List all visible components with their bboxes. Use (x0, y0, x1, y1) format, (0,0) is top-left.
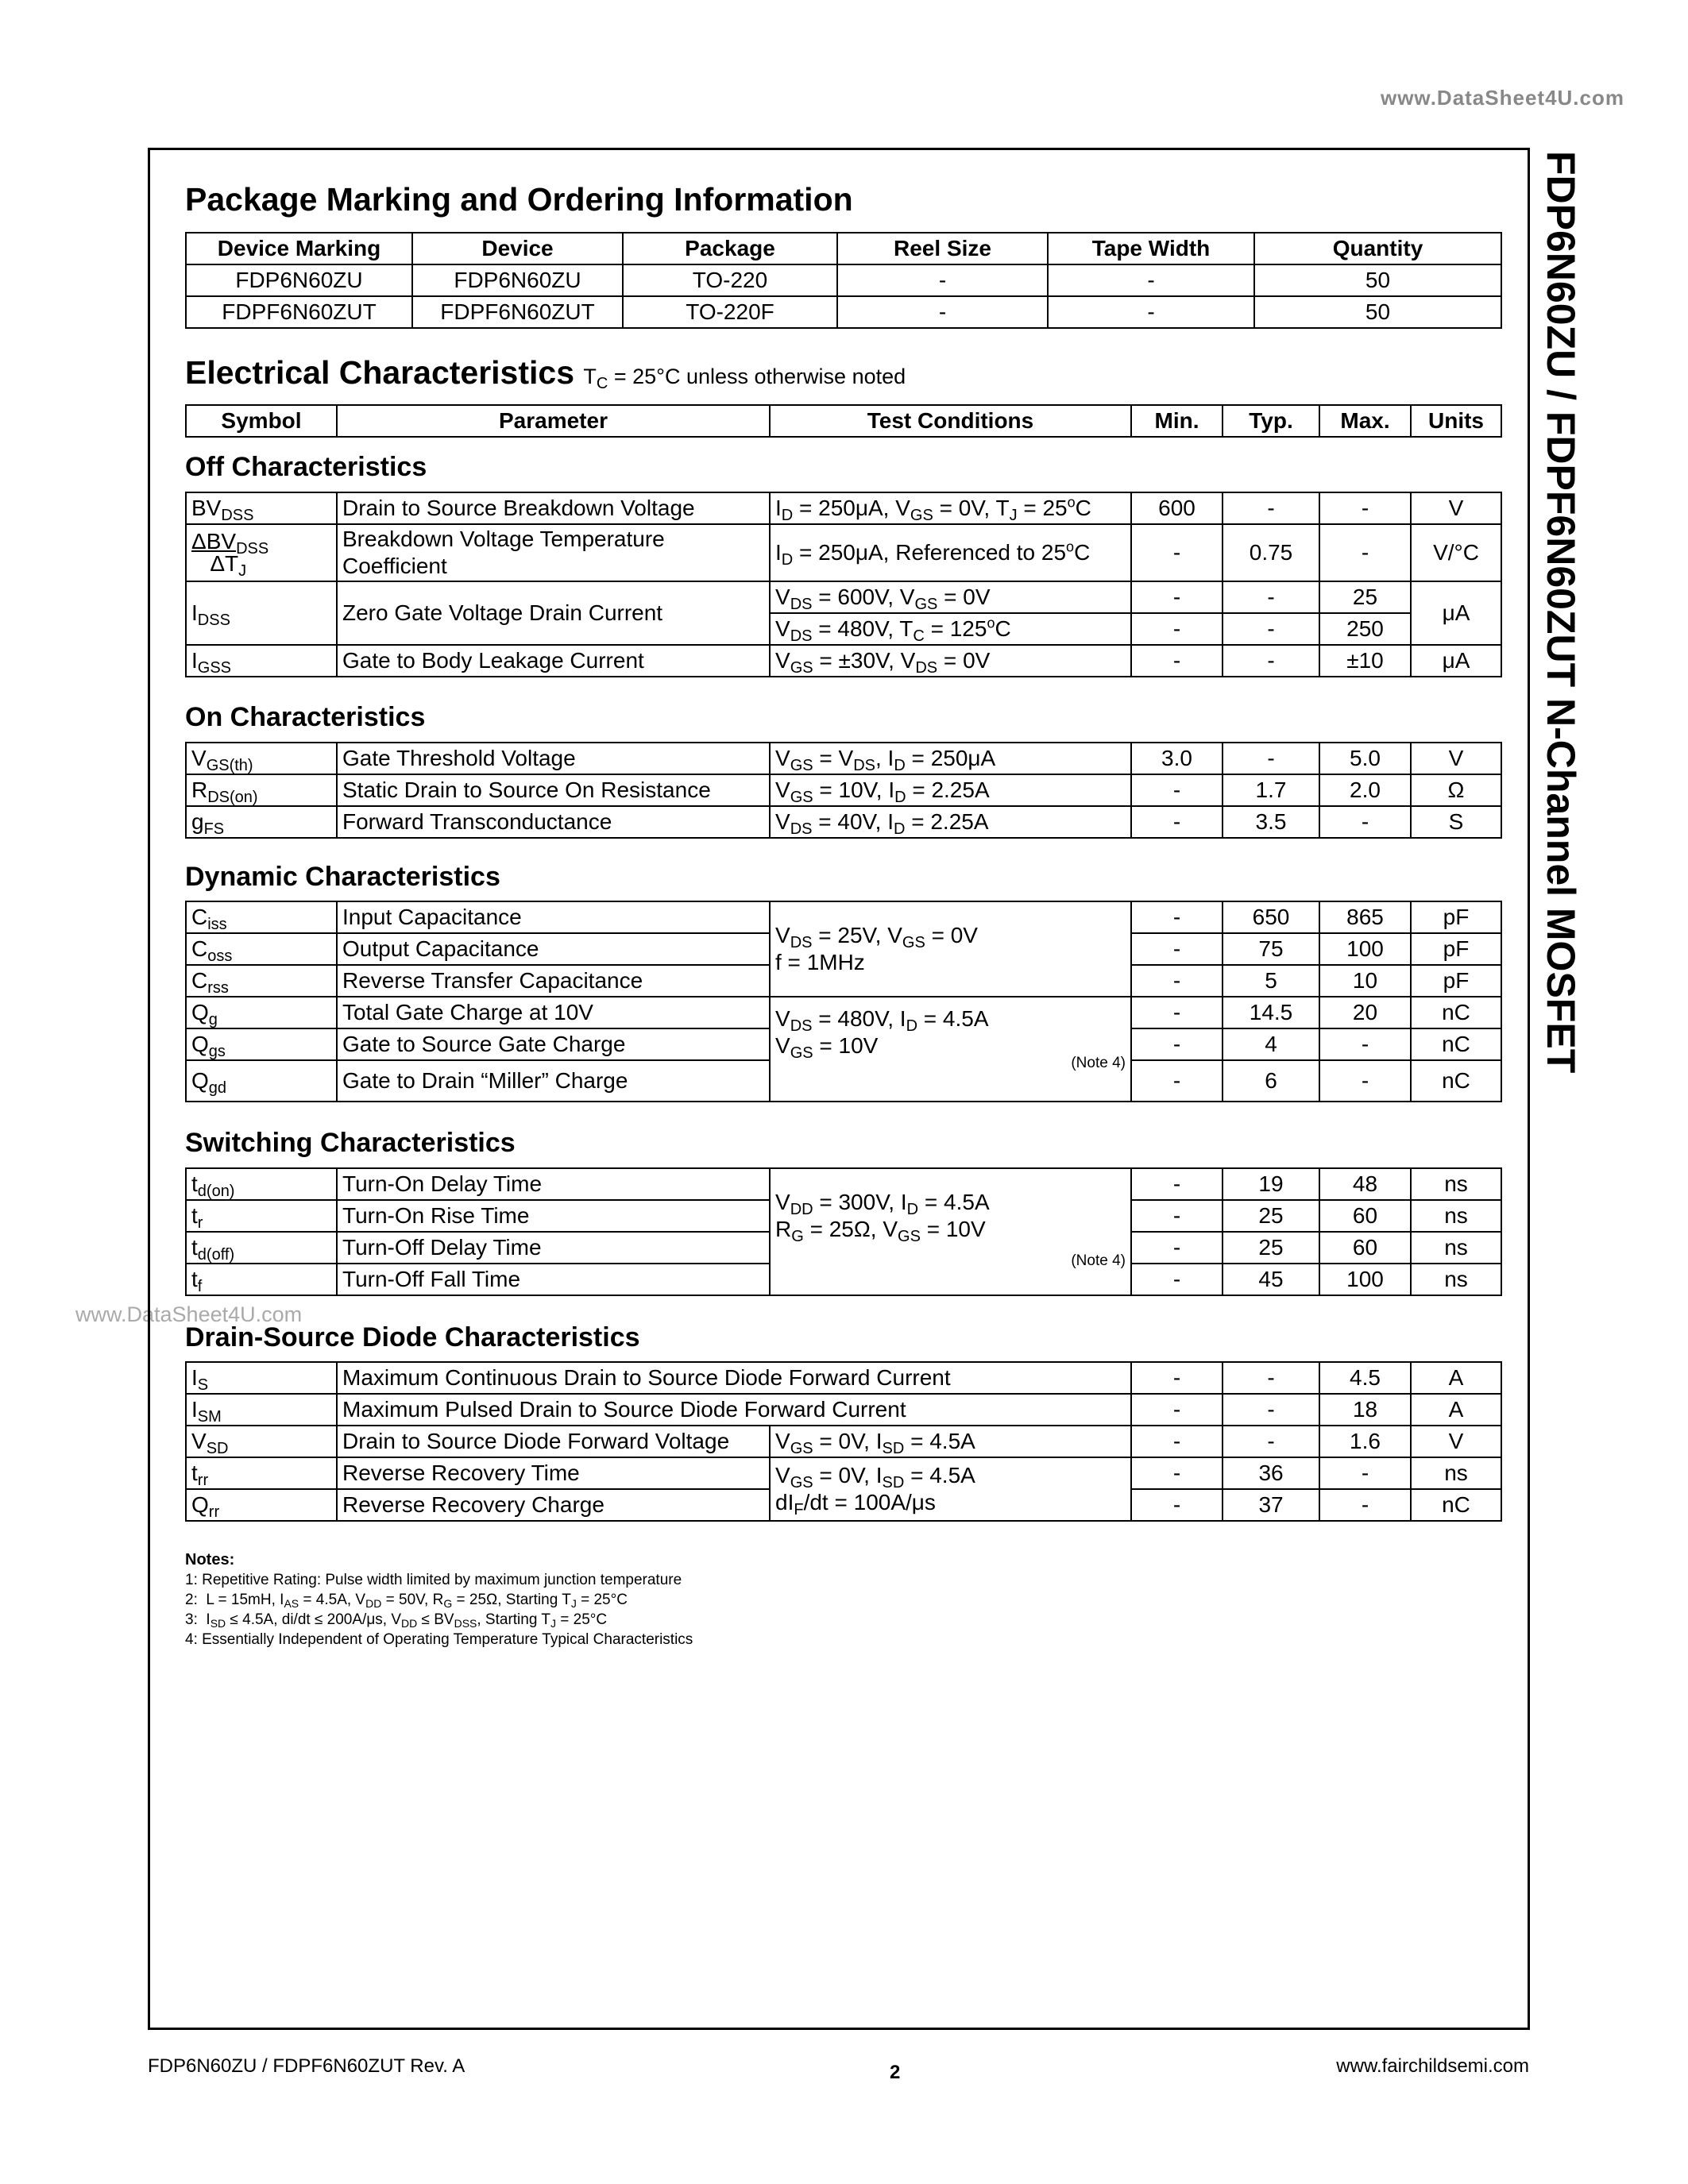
units: ns (1411, 1264, 1501, 1295)
test-condition: $V_{DS} = 25V$, $V_{GS} = 0V$ f = 1MHz (770, 901, 1131, 997)
typ: 3.5 (1223, 806, 1319, 838)
param: Forward Transconductance (337, 806, 770, 838)
electrical-header-row (186, 405, 1501, 437)
side-title (1533, 151, 1605, 1088)
param: Reverse Recovery Time (337, 1457, 770, 1489)
table-row (186, 997, 1501, 1028)
param: Drain to Source Breakdown Voltage (337, 492, 770, 524)
param: Input Capacitance (337, 901, 770, 933)
units: pF (1411, 965, 1501, 997)
note-4: 4: Essentially Independent of Operating Temperature Typical Characteristics (185, 1631, 693, 1648)
note-2: 2: L = 15mH, $I_{AS} = 4.5A$, $V_{DD} = 50V$, $R_G = 25\Omega$, Starting $T_J = 25^\circ C$ (185, 1592, 628, 1610)
units: μA (1411, 645, 1501, 677)
min: - (1131, 581, 1223, 613)
test-condition: $V_{DS} = 480V$, $T_C = 125^oC$ (770, 613, 1131, 645)
header-min: Min. (1131, 405, 1223, 437)
units: pF (1411, 933, 1501, 965)
typ: 14.5 (1223, 997, 1319, 1028)
max: - (1319, 1489, 1411, 1521)
min: - (1131, 933, 1223, 965)
min: - (1131, 1168, 1223, 1200)
max: - (1319, 524, 1411, 581)
symbol-qg: $Q_g$ (186, 997, 337, 1028)
symbol-trr: $t_{rr}$ (186, 1457, 337, 1489)
min: - (1131, 1489, 1223, 1521)
max: 4.5 (1319, 1362, 1411, 1394)
note4-label: (Note 4) (1071, 1252, 1126, 1269)
param: Reverse Transfer Capacitance (337, 965, 770, 997)
max: 60 (1319, 1232, 1411, 1264)
test-condition: $V_{DS} = 600V$, $V_{GS} = 0V$ (770, 581, 1131, 613)
symbol-igss: $I_{GSS}$ (186, 645, 337, 677)
diode-characteristics-title: Drain-Source Diode Characteristics (185, 1322, 640, 1352)
electrical-condition: $T_C = 25^\circ C$ unless otherwise noted (583, 365, 906, 392)
param: Static Drain to Source On Resistance (337, 774, 770, 806)
cell: FDP6N60ZU (412, 264, 623, 296)
symbol-qgs: $Q_{gs}$ (186, 1028, 337, 1060)
typ: 1.7 (1223, 774, 1319, 806)
notes (185, 1550, 693, 1650)
units: ns (1411, 1200, 1501, 1232)
package-header-tape-width: Tape Width (1048, 233, 1254, 264)
min: - (1131, 774, 1223, 806)
table-row (186, 296, 1501, 328)
table-row (186, 1362, 1501, 1394)
min: - (1131, 1060, 1223, 1102)
footer-page-number: 2 (890, 2062, 901, 2083)
test-condition: $V_{GS} = 10V$, $I_D = 2.25A$ (770, 774, 1131, 806)
min: - (1131, 901, 1223, 933)
header-symbol: Symbol (186, 405, 337, 437)
footer-website-link[interactable]: www.fairchildsemi.com (1336, 2055, 1529, 2077)
min: - (1131, 1264, 1223, 1295)
cell: 50 (1254, 296, 1501, 328)
min: - (1131, 1394, 1223, 1426)
electrical-title-text: Electrical Characteristics (185, 354, 574, 391)
header-parameter: Parameter (337, 405, 770, 437)
cell: FDP6N60ZU (186, 264, 412, 296)
max: - (1319, 1060, 1411, 1102)
dynamic-characteristics-title: Dynamic Characteristics (185, 862, 500, 892)
param: Total Gate Charge at 10V (337, 997, 770, 1028)
table-row (186, 1457, 1501, 1489)
typ: - (1223, 1394, 1319, 1426)
note-1: 1: Repetitive Rating: Pulse width limited by maximum junction temperature (185, 1572, 682, 1588)
typ: 25 (1223, 1232, 1319, 1264)
symbol-tr: $t_r$ (186, 1200, 337, 1232)
package-title: Package Marking and Ordering Information (185, 181, 853, 218)
min: - (1131, 1426, 1223, 1457)
typ: - (1223, 645, 1319, 677)
param: Turn-On Delay Time (337, 1168, 770, 1200)
package-header-device-marking: Device Marking (186, 233, 412, 264)
cell: TO-220 (623, 264, 837, 296)
param: Turn-Off Delay Time (337, 1232, 770, 1264)
off-characteristics-title: Off Characteristics (185, 452, 427, 482)
max: - (1319, 492, 1411, 524)
param: Drain to Source Diode Forward Voltage (337, 1426, 770, 1457)
symbol-crss: $C_{rss}$ (186, 965, 337, 997)
cell: TO-220F (623, 296, 837, 328)
param: Output Capacitance (337, 933, 770, 965)
cell: - (1048, 264, 1254, 296)
side-title-text: FDP6N60ZU / FDPF6N60ZUT N-Channel MOSFET (1539, 151, 1583, 1074)
header-typ: Typ. (1223, 405, 1319, 437)
units: ns (1411, 1457, 1501, 1489)
test-condition: $V_{GS} = V_{DS}$, $I_D = 250\mu A$ (770, 743, 1131, 774)
table-row (186, 901, 1501, 933)
symbol-tdoff: $t_{d(off)}$ (186, 1232, 337, 1264)
param: Gate to Source Gate Charge (337, 1028, 770, 1060)
typ: - (1223, 613, 1319, 645)
max: 25 (1319, 581, 1411, 613)
typ: - (1223, 1426, 1319, 1457)
footer-left: FDP6N60ZU / FDPF6N60ZUT Rev. A (148, 2055, 465, 2077)
max: 100 (1319, 933, 1411, 965)
min: - (1131, 1200, 1223, 1232)
typ: 25 (1223, 1200, 1319, 1232)
units: nC (1411, 997, 1501, 1028)
max: 2.0 (1319, 774, 1411, 806)
symbol-delta-bvdss: $\Delta BV_{DSS}$ $\Delta T_J$ (186, 524, 337, 581)
symbol-qgd: $Q_{gd}$ (186, 1060, 337, 1102)
symbol-bvdss: $BV_{DSS}$ (186, 492, 337, 524)
param: Turn-On Rise Time (337, 1200, 770, 1232)
note4-label: (Note 4) (1071, 1055, 1126, 1071)
table-row (186, 1394, 1501, 1426)
header-test-conditions: Test Conditions (770, 405, 1131, 437)
cell: - (1048, 296, 1254, 328)
table-row (186, 806, 1501, 838)
electrical-header-table (185, 404, 1502, 438)
symbol-tf: $t_f$ (186, 1264, 337, 1295)
max: - (1319, 1457, 1411, 1489)
typ: 0.75 (1223, 524, 1319, 581)
max: ±10 (1319, 645, 1411, 677)
package-table (185, 232, 1502, 329)
test-condition: $V_{GS} = \pm 30V$, $V_{DS} = 0V$ (770, 645, 1131, 677)
max: 20 (1319, 997, 1411, 1028)
min: 600 (1131, 492, 1223, 524)
min: - (1131, 1457, 1223, 1489)
min: - (1131, 1362, 1223, 1394)
switching-characteristics-title: Switching Characteristics (185, 1128, 516, 1158)
param: Gate Threshold Voltage (337, 743, 770, 774)
units: V (1411, 743, 1501, 774)
min: - (1131, 645, 1223, 677)
symbol-vsd: $V_{SD}$ (186, 1426, 337, 1457)
table-row (186, 264, 1501, 296)
note-3: 3: $I_{SD} \le 4.5A$, di/dt ≤ 200A/μs, $V_{DD} \le BV_{DSS}$, Starting $T_J = 25^\circ C$ (185, 1611, 608, 1630)
cell: 50 (1254, 264, 1501, 296)
package-header-reel-size: Reel Size (837, 233, 1048, 264)
param: Maximum Pulsed Drain to Source Diode Forward Current (337, 1394, 1131, 1426)
units: V (1411, 1426, 1501, 1457)
symbol-is: $I_S$ (186, 1362, 337, 1394)
symbol-rdson: $R_{DS(on)}$ (186, 774, 337, 806)
symbol-ciss: $C_{iss}$ (186, 901, 337, 933)
min: - (1131, 1232, 1223, 1264)
test-condition: $V_{DD} = 300V$, $I_D = 4.5A$ $R_G = 25\Omega$, $V_{GS} = 10V$ (Note 4) (770, 1168, 1131, 1295)
max: 1.6 (1319, 1426, 1411, 1457)
min: - (1131, 524, 1223, 581)
table-row (186, 645, 1501, 677)
table-row (186, 774, 1501, 806)
units: μA (1411, 581, 1501, 645)
units: nC (1411, 1060, 1501, 1102)
param: Gate to Drain “Miller” Charge (337, 1060, 770, 1102)
max: - (1319, 1028, 1411, 1060)
typ: - (1223, 1362, 1319, 1394)
typ: 650 (1223, 901, 1319, 933)
cell: FDPF6N60ZUT (412, 296, 623, 328)
max: 5.0 (1319, 743, 1411, 774)
typ: 19 (1223, 1168, 1319, 1200)
units: A (1411, 1362, 1501, 1394)
min: - (1131, 613, 1223, 645)
notes-title: Notes: (185, 1551, 235, 1569)
package-header-device: Device (412, 233, 623, 264)
table-row (186, 1168, 1501, 1200)
typ: 5 (1223, 965, 1319, 997)
param: Reverse Recovery Charge (337, 1489, 770, 1521)
test-condition: $I_D = 250\mu A$, Referenced to 25$^o$C (770, 524, 1131, 581)
symbol-vgsth: $V_{GS(th)}$ (186, 743, 337, 774)
switching-characteristics-table (185, 1167, 1502, 1296)
param: Turn-Off Fall Time (337, 1264, 770, 1295)
symbol-coss: $C_{oss}$ (186, 933, 337, 965)
units: ns (1411, 1232, 1501, 1264)
symbol-gfs: $g_{FS}$ (186, 806, 337, 838)
typ: 45 (1223, 1264, 1319, 1295)
header-max: Max. (1319, 405, 1411, 437)
min: - (1131, 806, 1223, 838)
symbol-tdon: $t_{d(on)}$ (186, 1168, 337, 1200)
test-condition: $V_{DS} = 480V$, $I_D = 4.5A$ $V_{GS} = 10V$ (Note 4) (770, 997, 1131, 1102)
max: 48 (1319, 1168, 1411, 1200)
typ: - (1223, 492, 1319, 524)
max: 250 (1319, 613, 1411, 645)
units: V (1411, 492, 1501, 524)
typ: 4 (1223, 1028, 1319, 1060)
package-header-quantity: Quantity (1254, 233, 1501, 264)
units: Ω (1411, 774, 1501, 806)
package-header-row (186, 233, 1501, 264)
typ: 75 (1223, 933, 1319, 965)
units: pF (1411, 901, 1501, 933)
param: Zero Gate Voltage Drain Current (337, 581, 770, 645)
cell: - (837, 296, 1048, 328)
typ: 6 (1223, 1060, 1319, 1102)
table-row (186, 581, 1501, 613)
test-condition: $I_D = 250\mu A$, $V_{GS} = 0V$, $T_J = 25^oC$ (770, 492, 1131, 524)
header-units: Units (1411, 405, 1501, 437)
max: 60 (1319, 1200, 1411, 1232)
max: - (1319, 806, 1411, 838)
cell: - (837, 264, 1048, 296)
watermark-mid: www.DataSheet4U.com (75, 1302, 303, 1326)
units: nC (1411, 1028, 1501, 1060)
units: nC (1411, 1489, 1501, 1521)
units: ns (1411, 1168, 1501, 1200)
max: 10 (1319, 965, 1411, 997)
units: V/°C (1411, 524, 1501, 581)
max: 18 (1319, 1394, 1411, 1426)
off-characteristics-table (185, 492, 1502, 677)
test-condition: $V_{DS} = 40V$, $I_D = 2.25A$ (770, 806, 1131, 838)
test-condition: $V_{GS} = 0V$, $I_{SD} = 4.5A$ (770, 1426, 1131, 1457)
table-row (186, 492, 1501, 524)
typ: 37 (1223, 1489, 1319, 1521)
param: Maximum Continuous Drain to Source Diode Forward Current (337, 1362, 1131, 1394)
cell: FDPF6N60ZUT (186, 296, 412, 328)
dynamic-characteristics-table (185, 901, 1502, 1102)
param: Breakdown Voltage Temperature Coefficient (337, 524, 770, 581)
table-row (186, 743, 1501, 774)
typ: - (1223, 743, 1319, 774)
min: - (1131, 997, 1223, 1028)
on-characteristics-title: On Characteristics (185, 702, 426, 732)
table-row (186, 1426, 1501, 1457)
min: - (1131, 965, 1223, 997)
watermark-top: www.DataSheet4U.com (1380, 86, 1624, 110)
param: Gate to Body Leakage Current (337, 645, 770, 677)
test-condition: $V_{GS} = 0V$, $I_{SD} = 4.5A$ $dI_F/dt = 100A/\mu s$ (770, 1457, 1131, 1521)
units: S (1411, 806, 1501, 838)
min: 3.0 (1131, 743, 1223, 774)
min: - (1131, 1028, 1223, 1060)
on-characteristics-table (185, 742, 1502, 839)
table-row (186, 524, 1501, 581)
max: 100 (1319, 1264, 1411, 1295)
diode-characteristics-table (185, 1361, 1502, 1522)
units: A (1411, 1394, 1501, 1426)
electrical-title (185, 354, 906, 392)
max: 865 (1319, 901, 1411, 933)
typ: - (1223, 581, 1319, 613)
symbol-ism: $I_{SM}$ (186, 1394, 337, 1426)
symbol-qrr: $Q_{rr}$ (186, 1489, 337, 1521)
typ: 36 (1223, 1457, 1319, 1489)
symbol-idss: $I_{DSS}$ (186, 581, 337, 645)
package-header-package: Package (623, 233, 837, 264)
